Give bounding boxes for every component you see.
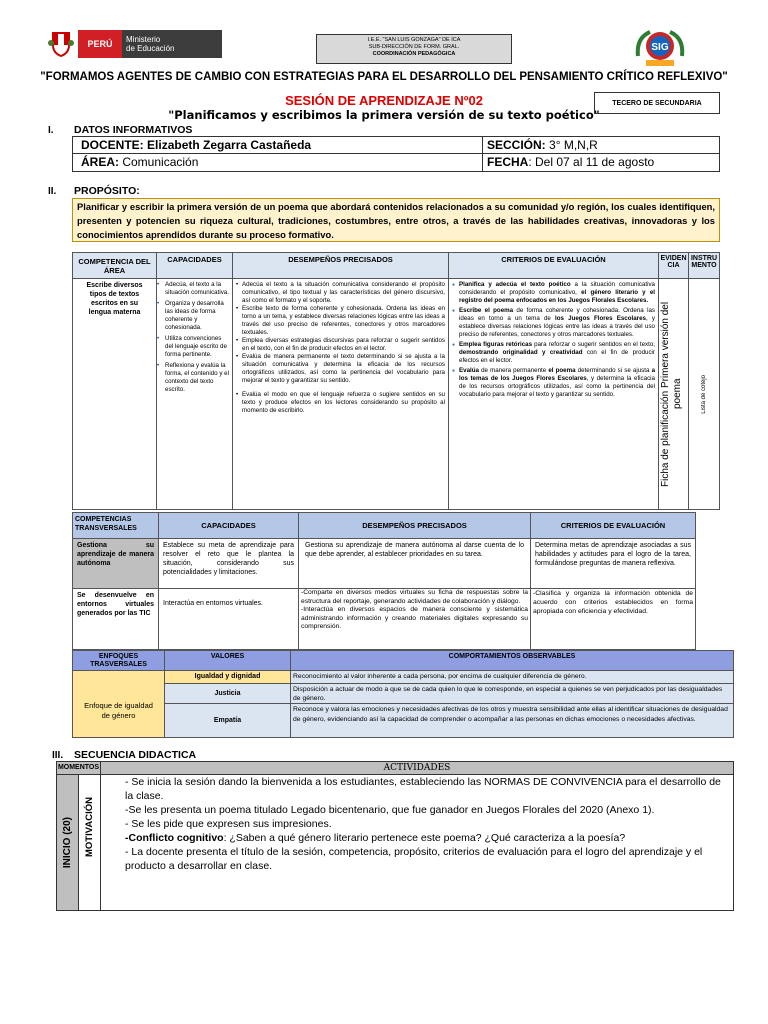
criterio-item: ● Planifica y adecúa el texto poético a la situación comunicativa considerando el propósito comunicativo, el género literario y el registro del poema enfocados en los Juegos Florales Escolares. (452, 281, 655, 304)
section-iii-number: III. (52, 750, 64, 761)
motivacion-label: MOTIVACIÓN (84, 797, 95, 857)
trans-row-2-competencia: Se desenvuelve en entornos virtuales generados por las TIC (73, 589, 159, 649)
evidencia-cell (659, 279, 689, 509)
box-line-1: I.E.E. "SAN LUIS GONZAGA" DE ICA (367, 37, 461, 43)
docente-cell: DOCENTE: Elizabeth Zegarra Castañeda (73, 137, 483, 154)
docente-value: Elizabeth Zegarra Castañeda (147, 138, 312, 152)
bullet-icon: • (157, 281, 160, 288)
valor-igualdad: Igualdad y dignidad (165, 671, 291, 684)
header-evidencia: EVIDENCIA (659, 253, 689, 279)
proposito-box: Planificar y escribir la primera versión de un poema que abordará contenidos relacionados a su comunidad y/o región, los cuales identifiquen, presenten y potencien su riqueza cultural, tradiciones, costumbres, entre otros, a través de las habilidades creativas, innovadoras y los conocimientos aprendidos durante su proceso formativo. (72, 198, 720, 242)
trans-row-1-capacidad: Establece su meta de aprendizaje para resolver el reto que le plantea la situación, considerando sus potencialidades y limitaciones. (159, 539, 299, 589)
trans-row-1-competencia: Gestiona su aprendizaje de manera autónoma (73, 539, 159, 589)
header-actividades: ACTIVIDADES (101, 762, 733, 775)
bullet-icon: • (157, 300, 160, 307)
session-title: SESIÓN DE APRENDIZAJE Nº02 (285, 93, 483, 108)
capacidad-item: • Reflexiona y evalúa la forma, el contenido y el contexto del texto escrito. (157, 362, 229, 393)
header-competencias-transversales: COMPETENCIAS TRANSVERSALES (73, 513, 159, 539)
bullet-icon: • (157, 362, 160, 369)
trans-row-1-criterio: Determina metas de aprendizaje asociadas a sus habilidades y actitudes para el logro de la tarea, formulándose preguntas de manera reflexiva. (531, 539, 695, 589)
section-i-heading: DATOS INFORMATIVOS (74, 124, 193, 136)
header-trans-desempenos: DESEMPEÑOS PRECISADOS (299, 513, 531, 539)
capacidades-cell (157, 279, 233, 509)
trans-row-1-desempeno: Gestiona su aprendizaje de manera autónoma al darse cuenta de lo que debe aprender, al establecer prioridades en su tarea. (299, 539, 531, 589)
desempeno-item: • Emplea diversas estrategias discursivas para reforzar o sugerir sentidos en el texto, con el fin de producir efectos en el lector. (236, 337, 445, 352)
seccion-cell: SECCIÓN: 3° M,N,R (483, 137, 719, 154)
valor-empatia: Empatía (165, 704, 291, 737)
desempeno-item: • Evalúa el modo en que el lenguaje refuerza o sugiere sentidos en su texto y produce efectos en los lectores considerando su propósito al momento de escribirlo. (236, 391, 445, 414)
fecha-value: : Del 07 al 11 de agosto (528, 155, 655, 169)
bullet-icon: • (236, 353, 239, 360)
momento-inicio: INICIO (20) (62, 816, 73, 869)
bullet-icon: • (236, 305, 239, 312)
section-ii-number: II. (48, 186, 57, 197)
trans-row-2-criterio: -Clasifica y organiza la información obtenida de acuerdo con criterios establecidos en forma apropiada con eficiencia y efectividad. (533, 590, 693, 615)
criterios-cell (449, 279, 659, 509)
enfoque-cell: Enfoque de igualdad de género (73, 671, 165, 737)
header-trans-capacidades: CAPACIDADES (159, 513, 299, 539)
criterio-item: ● Emplea figuras retóricas para reforzar o sugerir sentidos en el texto, demostrando originalidad y creatividad con el fin de producir efectos en el lector. (452, 341, 656, 364)
section-ii-heading: PROPÓSITO: (74, 185, 140, 197)
actividad-1: - Se inicia la sesión dando la bienvenida a los estudiantes, estableciendo las NORMAS DE CONVIVENCIA para el desarrollo de la clase. (125, 776, 721, 802)
competencia-cell: Escribe diversos tipos de textos escritos en su lengua materna (73, 279, 157, 509)
sub-cell (79, 775, 101, 910)
peru-label: PERÚ (78, 30, 122, 58)
header-enfoques: ENFOQUES TRASVERSALES (73, 651, 165, 671)
trans-row-2-capacidad: Interactúa en entornos virtuales. (159, 589, 299, 649)
datos-table (72, 136, 720, 172)
header-momentos: MOMENTOS (57, 762, 101, 775)
bullet-icon: ● (452, 282, 456, 288)
header-comportamientos: COMPORTAMIENTOS OBSERVABLES (291, 651, 733, 671)
capacidad-item: • Organiza y desarrolla las ideas de forma coherente y cohesionada. (157, 300, 224, 331)
header-criterios: CRITERIOS DE EVALUACIÓN (449, 253, 659, 279)
header-capacidades: CAPACIDADES (157, 253, 233, 279)
bullet-icon: • (236, 281, 239, 288)
desempeno-item: • Evalúa de manera permanente el texto determinando si se ajusta a la situación comunicativa y determina la eficacia de los recursos ortográficos utilizados, así como la pertinencia del vocabulario para mejorar el texto y garantizar su sentido. (236, 353, 445, 384)
bullet-icon: • (236, 391, 239, 398)
comportamiento-igualdad: Reconocimiento al valor inherente a cada persona, por encima de cualquier diferencia de género. (291, 671, 733, 684)
capacidad-item: • Adecúa, el texto a la situación comunicativa. (157, 281, 229, 296)
grade-box: TECERO DE SECUNDARIA (594, 92, 720, 114)
sig-logo (632, 26, 688, 70)
section-i-number: I. (48, 125, 54, 136)
comportamiento-justicia: Disposición a actuar de modo a que se de cada quien lo que le corresponde, en especial a quienes se ven perjudicados por las desigualdades de género. (291, 684, 733, 704)
bullet-icon: ● (452, 368, 456, 374)
bullet-icon: • (157, 335, 160, 342)
secuencia-table (56, 761, 734, 911)
comportamiento-empatia: Reconoce y valora las emociones y necesidades afectivas de los otros y muestra sensibilidad ante ellas al identificar situaciones de desigualdad de género, evidenciando así la capacidad de comprender o acompañar a las personas en dichas emociones o necesidades afectivas. (291, 704, 733, 737)
header-competencia: COMPETENCIA DEL ÁREA (73, 253, 157, 279)
seccion-value: 3° M,N,R (549, 138, 598, 152)
minedu-logo (44, 30, 222, 58)
motto: "FORMAMOS AGENTES DE CAMBIO CON ESTRATEGIAS PARA EL DESARROLLO DEL PENSAMIENTO CRÍTICO REFLEXIVO" (40, 71, 728, 83)
instrumento-text: Lista de cotejo (701, 374, 707, 414)
header-desempenos: DESEMPEÑOS PRECISADOS (233, 253, 449, 279)
svg-text:SIG: SIG (651, 42, 669, 53)
capacidad-item: • Utiliza convenciones del lenguaje escrito de forma pertinente. (157, 335, 227, 358)
coordination-box (316, 34, 512, 64)
momento-cell (57, 775, 79, 910)
area-cell: ÁREA: Comunicación (73, 154, 483, 171)
session-subtitle: "Planificamos y escribimos la primera versión de su texto poético" (168, 108, 600, 122)
desempenos-cell (233, 279, 449, 509)
actividad-5: - La docente presenta el título de la sesión, competencia, propósito, criterios de evaluación para el logro del aprendizaje y el producto a desarrollar en clase. (125, 846, 703, 872)
box-line-3: COORDINACIÓN PEDAGÓGICA (372, 51, 456, 57)
trans-row-2-desempeno: -Comparte en diversos medios virtuales su ficha de respuestas sobre la estructura del reportaje, generando actividades de colaboración y diálogo. -Interactúa en diversos espacios de manera consciente y sistemática administrando información y creando materiales digitales expresando su comprensión. (299, 589, 531, 649)
area-value: Comunicación (122, 155, 199, 169)
header-instrumento: INSTRUMENTO (689, 253, 719, 279)
bullet-icon: ● (452, 342, 456, 348)
bullet-icon: ● (452, 308, 456, 314)
actividad-2: -Se les presenta un poema titulado Legado bicentenario, que fue ganador en Juegos Florales del 2020 (Anexo 1). (125, 804, 655, 816)
header-trans-criterios: CRITERIOS DE EVALUACIÓN (531, 513, 695, 539)
desempeno-item: • Escribe texto de forma coherente y cohesionada. Ordena las ideas en torno a un tema, y establece diversas relaciones lógicas entre las ideas a través del uso preciso de referentes, conectores y otros marcadores textuales. (236, 305, 445, 336)
criterio-item: ● Evalúa de manera permanente el poema determinando si se ajusta a los temas de los Juegos Flores Escolares, y determina la eficacia de los recursos ortográficos utilizados, así como la pertinencia del vocabulario para mejorar el texto y garantizar su sentido. (452, 367, 656, 398)
enfoques-table (72, 650, 734, 738)
competence-table (72, 252, 720, 510)
header-valores: VALORES (165, 651, 291, 671)
desempeno-item: • Adecúa el texto a la situación comunicativa considerando el propósito comunicativo, el tipo textual y las características del género discursivo, así como el formato y el soporte. (236, 281, 445, 304)
valor-justicia: Justicia (165, 684, 291, 704)
evidencia-text: Ficha de planificación Primera versión del poema (659, 301, 683, 487)
criterio-item: ● Escribe el poema de forma coherente y cohesionada. Ordena las ideas en torno a un tema de los Juegos Flores Escolares, y establece diversas relaciones lógicas entre las ideas a través del uso preciso de referentes, conectores y otros marcadores textuales. (452, 307, 655, 338)
transversal-table (72, 512, 696, 650)
instrumento-cell (689, 279, 719, 509)
peru-shield-icon (44, 30, 78, 58)
box-line-2: SUB-DIRECCIÓN DE FORM. GRAL. (368, 44, 460, 50)
bullet-icon: • (236, 337, 239, 344)
actividades-cell (101, 775, 733, 910)
fecha-cell: FECHA: Del 07 al 11 de agosto (487, 155, 655, 169)
ministerio-label: Ministerio de Educación (122, 30, 222, 58)
section-iii-heading: SECUENCIA DIDACTICA (74, 749, 197, 761)
actividad-conflicto: -Conflicto cognitivo: ¿Saben a qué género literario pertenece este poema? ¿Qué caracteriza a la poesía? (125, 832, 626, 844)
actividad-3: - Se les pide que expresen sus impresiones. (125, 818, 332, 830)
